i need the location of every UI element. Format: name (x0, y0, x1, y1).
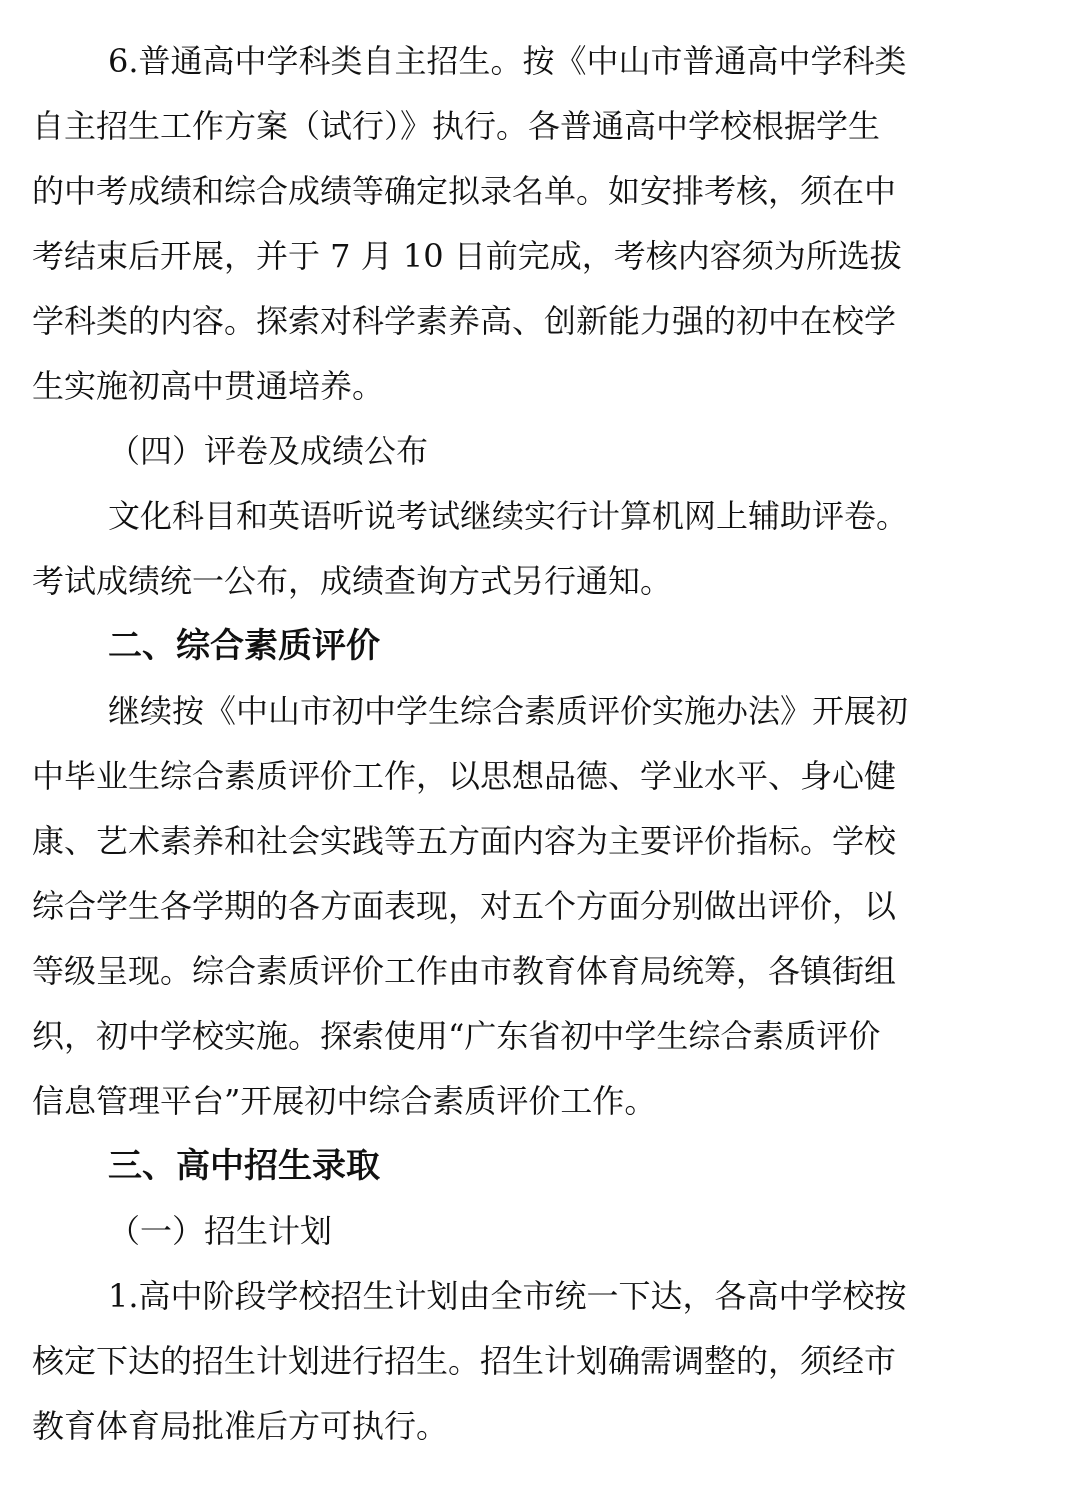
paragraph-line: 6.普通高中学科类自主招生。按《中山市普通高中学科类 (108, 42, 907, 80)
paragraph-line: 考结束后开展，并于 7 月 10 日前完成，考核内容须为所选拔 (32, 237, 902, 275)
paragraph-line: 中毕业生综合素质评价工作，以思想品德、学业水平、身心健 (32, 757, 897, 795)
paragraph-line: 核定下达的招生计划进行招生。招生计划确需调整的，须经市 (32, 1342, 897, 1380)
paragraph-line: 文化科目和英语听说考试继续实行计算机网上辅助评卷。 (108, 497, 909, 535)
paragraph-line: 的中考成绩和综合成绩等确定拟录名单。如安排考核，须在中 (32, 172, 897, 210)
paragraph-line: 等级呈现。综合素质评价工作由市教育体育局统筹，各镇街组 (32, 952, 897, 990)
subsection-heading: （四）评卷及成绩公布 (108, 432, 429, 470)
paragraph-line: 康、艺术素养和社会实践等五方面内容为主要评价指标。学校 (32, 822, 897, 860)
section-heading: 三、高中招生录取 (108, 1146, 380, 1186)
paragraph-line: 考试成绩统一公布，成绩查询方式另行通知。 (32, 562, 673, 600)
paragraph-line: 1.高中阶段学校招生计划由全市统一下达，各高中学校按 (108, 1277, 907, 1315)
section-heading: 二、综合素质评价 (108, 626, 380, 666)
paragraph-line: 教育体育局批准后方可执行。 (32, 1407, 449, 1445)
paragraph-line: 自主招生工作方案（试行）》执行。各普通高中学校根据学生 (32, 107, 881, 145)
paragraph-line: 织，初中学校实施。探索使用“广东省初中学生综合素质评价 (32, 1017, 881, 1055)
paragraph-line: 信息管理平台”开展初中综合素质评价工作。 (32, 1082, 657, 1120)
paragraph-line: 综合学生各学期的各方面表现，对五个方面分别做出评价，以 (32, 887, 897, 925)
paragraph-line: 生实施初高中贯通培养。 (32, 367, 385, 405)
subsection-heading: （一）招生计划 (108, 1212, 333, 1250)
paragraph-line: 继续按《中山市初中学生综合素质评价实施办法》开展初 (108, 692, 909, 730)
paragraph-line: 学科类的内容。探索对科学素养高、创新能力强的初中在校学 (32, 302, 897, 340)
